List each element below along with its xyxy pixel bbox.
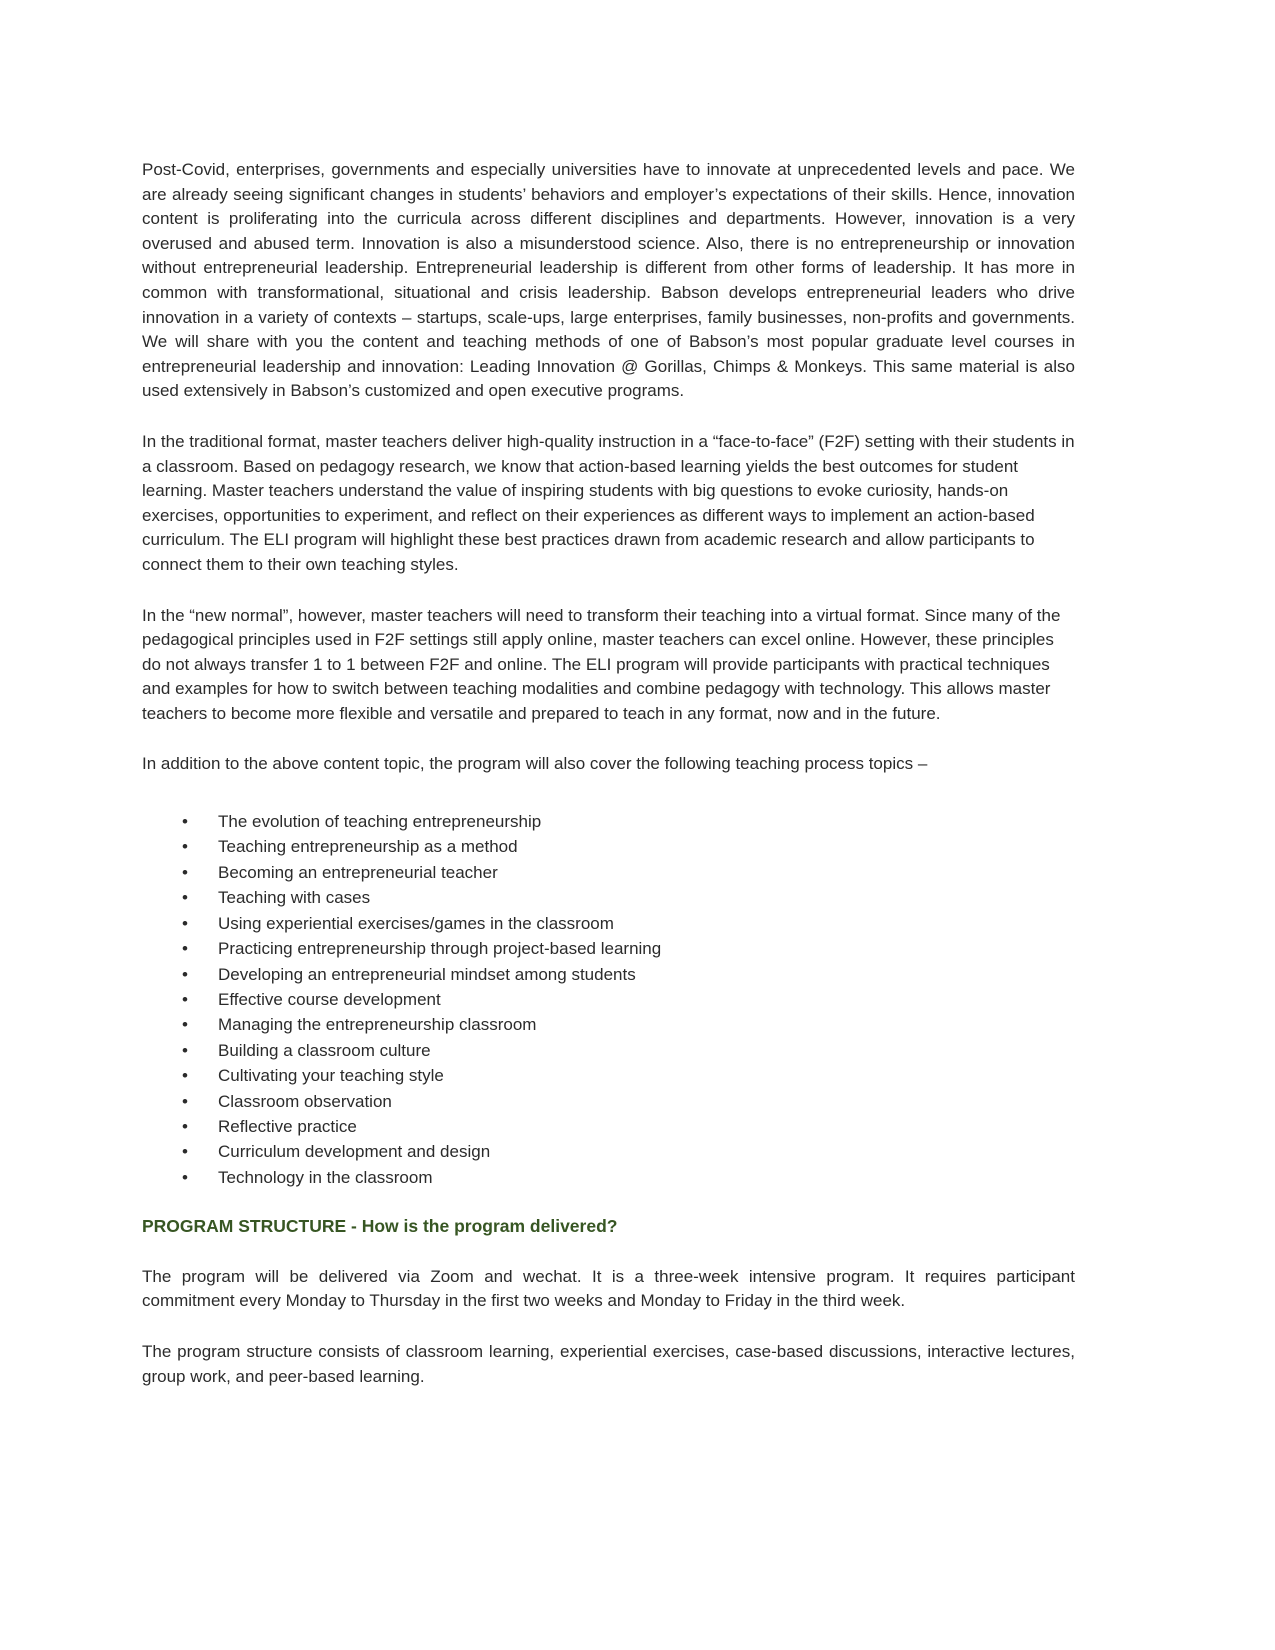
paragraph-delivery: The program will be delivered via Zoom and wechat. It is a three-week intensive program. It requires participant commitment every Monday to Thursday in the first two weeks and Monday to Friday in the third week. — [142, 1266, 1075, 1311]
topics-list — [142, 803, 1075, 1190]
paragraph-post-covid: Post-Covid, enterprises, governments and especially universities have to innovate at unprecedented levels and pace. We are already seeing significant changes in students’ behaviors and employer’s expectations of their skills. Hence, innovation content is proliferating into the curricula across different disciplines and departments. However, innovation is a very overused and abused term. Innovation is also a misunderstood science. Also, there is no entrepreneurship or innovation without entrepreneurial leadership. Entrepreneurial leadership is different from other forms of leadership. It has more in common with transformational, situational and crisis leadership. Babson develops entrepreneurial leaders who drive innovation in a variety of contexts – startups, scale-ups, large enterprises, family businesses, non-profits and governments. We will share with you the content and teaching methods of one of Babson’s most popular graduate level courses in entrepreneurial leadership and innovation: Leading Innovation @ Gorillas, Chimps & Monkeys. This same material is also used extensively in Babson’s customized and open executive programs. — [142, 160, 1075, 401]
topic-item: • Building a classroom culture — [142, 1038, 1075, 1063]
paragraph-new-normal: In the “new normal”, however, master teachers will need to transform their teaching into a virtual format. Since many of the pedagogical principles used in F2F settings still apply online, master teachers can excel online. However, these principles do not always transfer 1 to 1 between F2F and online. The ELI program will provide participants with practical techniques and examples for how to switch between teaching modalities and combine pedagogy with technology. This allows master teachers to become more flexible and versatile and prepared to teach in any format, now and in the future. — [142, 605, 1061, 723]
topic-item: • Managing the entrepreneurship classroom — [142, 1012, 1075, 1037]
paragraph-structure: The program structure consists of classroom learning, experiential exercises, case-based discussions, interactive lectures, group work, and peer-based learning. — [142, 1341, 1075, 1386]
topic-item: • Practicing entrepreneurship through project-based learning — [142, 936, 1075, 961]
topic-item: • Using experiential exercises/games in the classroom — [142, 911, 1075, 936]
paragraph-topics-lead-in: In addition to the above content topic, the program will also cover the following teaching process topics – — [142, 754, 928, 774]
topic-item: • Becoming an entrepreneurial teacher — [142, 860, 1075, 885]
section-heading-program-structure: PROGRAM STRUCTURE - How is the program delivered? — [142, 1216, 618, 1237]
topic-item: • The evolution of teaching entrepreneurship — [142, 809, 1075, 834]
topic-item: • Classroom observation — [142, 1089, 1075, 1114]
topic-item: • Reflective practice — [142, 1114, 1075, 1139]
topic-item: • Technology in the classroom — [142, 1165, 1075, 1190]
topic-item: • Developing an entrepreneurial mindset among students — [142, 962, 1075, 987]
topic-item: • Effective course development — [142, 987, 1075, 1012]
topic-item: • Teaching entrepreneurship as a method — [142, 834, 1075, 859]
topic-item: • Cultivating your teaching style — [142, 1063, 1075, 1088]
topic-item: • Teaching with cases — [142, 885, 1075, 910]
topic-item: • Curriculum development and design — [142, 1139, 1075, 1164]
paragraph-traditional-format: In the traditional format, master teachers deliver high-quality instruction in a “face-to-face” (F2F) setting with their students in a classroom. Based on pedagogy research, we know that action-based learning yields the best outcomes for student learning. Master teachers understand the value of inspiring students with big questions to evoke curiosity, hands-on exercises, opportunities to experiment, and reflect on their experiences as different ways to implement an action-based curriculum. The ELI program will highlight these best practices drawn from academic research and allow participants to connect them to their own teaching styles. — [142, 431, 1075, 574]
